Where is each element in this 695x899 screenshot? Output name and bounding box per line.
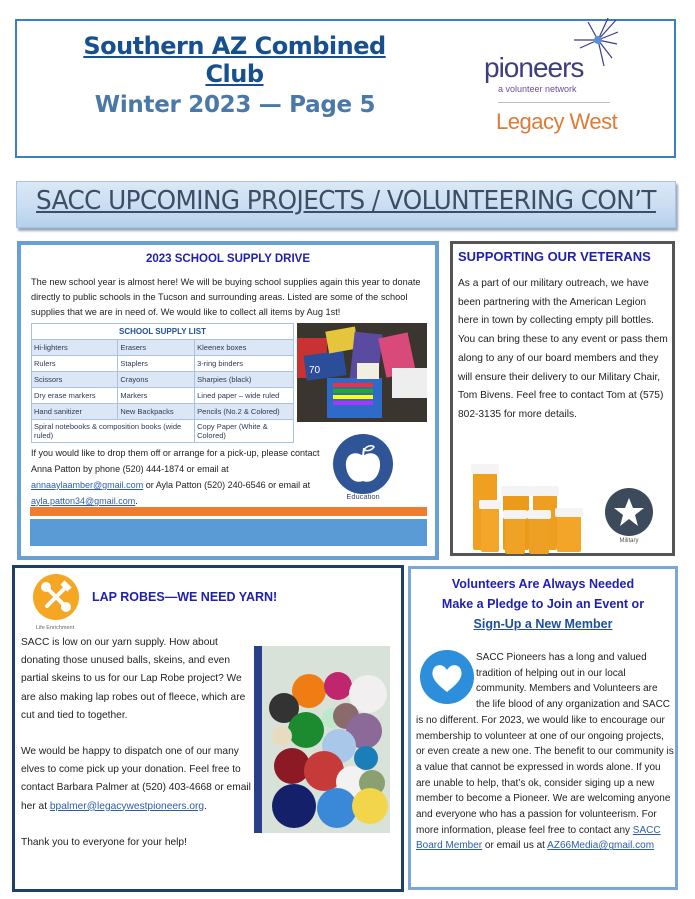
volunteers-title	[408, 574, 678, 634]
veterans-body: As a part of our military outreach, we have been partnering with the American Legion here in town by collecting empty pill bottles. You can bring these to any event or pass them along to any of our board members and they will ensure their delivery to our Military Chair, Tom Bivens. Feel free to contact Tom at (575) 802-3135 for more details.	[458, 278, 668, 420]
table-cell: Pencils (No.2 & Colored)	[195, 404, 294, 420]
table-row	[32, 420, 294, 443]
table-cell: Markers	[118, 388, 195, 404]
svg-text:70: 70	[309, 365, 321, 376]
volunteers-text: SACC Pioneers has a long and valued tradition of helping out in our local community. Members and Volunteers are the life blood of any organization and SACC is no different. For 2023, we would like to encourage our membership to volunteer at one of our ongoing projects, or even create a new one. The benefit to our community is a value that cannot be expressed in words alone. If you are unable to help, that’s ok, consider siging up a new member to become a Pioneer. We are welcoming anyone and everyone who has a passion for volunteerism. For more information, please feel free to contact any	[416, 652, 674, 836]
lap-robes-body	[21, 634, 251, 852]
volunteers-body	[416, 650, 674, 854]
table-cell: Sharpies (black)	[195, 372, 294, 388]
volunteers-text: or email us at	[482, 840, 548, 852]
school-supply-table	[31, 323, 294, 443]
education-label: Education	[346, 492, 380, 501]
volunteers-title-line: Volunteers Are Always Needed	[451, 577, 635, 591]
school-supply-contact	[31, 445, 321, 509]
contact-text: We would be happy to dispatch one of our many elves to come pick up your donation. Feel free to contact Barbara Palmer at (520) 403-4668 or email her at	[21, 746, 251, 812]
board-member-link[interactable]: SACC Board Member	[416, 824, 661, 852]
email-link-barbara[interactable]: bpalmer@legacywestpioneers.org	[49, 800, 205, 812]
lap-robes-thanks: Thank you to everyone for your help!	[21, 836, 187, 848]
issue-page-subtitle: Winter 2023 — Page 5	[94, 92, 376, 118]
lap-robes-paragraph: SACC is low on our yarn supply. How about donating those unused balls, skeins, and even partial skeins to us for our Lap Robe project? We are also making lap robes out of fleece, which are cut and tied to together.	[21, 637, 246, 721]
lap-robes-title: LAP ROBES—WE NEED YARN!	[92, 590, 278, 604]
school-supply-intro: The new school year is almost here! We will be buying school supplies again this year to donate directly to public schools in the Tucson and surrounding areas. Listed are some of the school supplies that we are in need of. We would like to collect all items by Aug 1st!	[31, 277, 421, 317]
sign-up-link[interactable]: Sign-Up a New Member	[473, 617, 613, 631]
logo-legacy-west: Legacy West	[496, 109, 618, 134]
club-title: Southern AZ Combined Club	[83, 32, 386, 88]
email-link-az66media[interactable]: AZ66Media@gmail.com	[547, 840, 655, 852]
contact-text: .	[204, 800, 207, 812]
logo-tagline: a volunteer network	[498, 84, 577, 94]
table-header: SCHOOL SUPPLY LIST	[32, 324, 294, 340]
lap-robes-paragraph	[21, 743, 251, 816]
pill-bottles-photo	[465, 460, 590, 557]
table-row	[32, 340, 294, 356]
orange-divider-bar	[30, 507, 427, 516]
pioneers-legacy-west-logo	[480, 18, 630, 134]
table-cell: Hand sanitizer	[32, 404, 118, 420]
school-supply-title: 2023 SCHOOL SUPPLY DRIVE	[145, 253, 311, 265]
table-cell: Crayons	[118, 372, 195, 388]
table-row	[32, 404, 294, 420]
table-cell: Dry erase markers	[32, 388, 118, 404]
table-cell: Lined paper – wide ruled	[195, 388, 294, 404]
life-enrichment-label: Life Enrichment	[35, 625, 75, 631]
table-cell: Hi-lighters	[32, 340, 118, 356]
table-cell: Scissors	[32, 372, 118, 388]
section-banner-title: SACC UPCOMING PROJECTS / VOLUNTEERING CON’T	[36, 186, 656, 216]
table-cell: 3-ring binders	[195, 356, 294, 372]
table-cell: Kleenex boxes	[195, 340, 294, 356]
table-cell: Staplers	[118, 356, 195, 372]
email-link-ayla[interactable]: ayla.patton34@gmail.com	[31, 496, 136, 506]
contact-text: .	[135, 496, 138, 506]
table-cell: Spiral notebooks & composition books (wide ruled)	[32, 420, 195, 443]
contact-text: or Ayla Patton (520) 240-6546 or email at	[143, 480, 311, 490]
tools-icon	[33, 574, 79, 620]
apple-icon	[333, 434, 393, 494]
table-cell: Erasers	[118, 340, 195, 356]
volunteers-title-line: Make a Pledge to Join an Event or	[441, 597, 645, 611]
email-link-anna[interactable]: annaaylaamber@gmail.com	[31, 480, 144, 490]
table-cell: Rulers	[32, 356, 118, 372]
blue-footer-bar	[30, 519, 427, 546]
logo-divider	[498, 102, 610, 103]
table-cell: Copy Paper (White & Colored)	[195, 420, 294, 443]
school-supplies-photo	[297, 323, 427, 422]
table-row	[32, 356, 294, 372]
logo-wordmark: pioneers	[484, 52, 584, 83]
star-icon	[605, 488, 653, 536]
yarn-photo	[254, 646, 390, 833]
table-row	[32, 388, 294, 404]
veterans-title: SUPPORTING OUR VETERANS	[458, 249, 651, 264]
military-label: Military	[619, 538, 639, 544]
table-cell: New Backpacks	[118, 404, 195, 420]
table-row	[32, 372, 294, 388]
contact-text: If you would like to drop them off or arrange for a pick-up, please contact Anna Patton by phone (520) 444-1874 or email at	[31, 448, 320, 474]
